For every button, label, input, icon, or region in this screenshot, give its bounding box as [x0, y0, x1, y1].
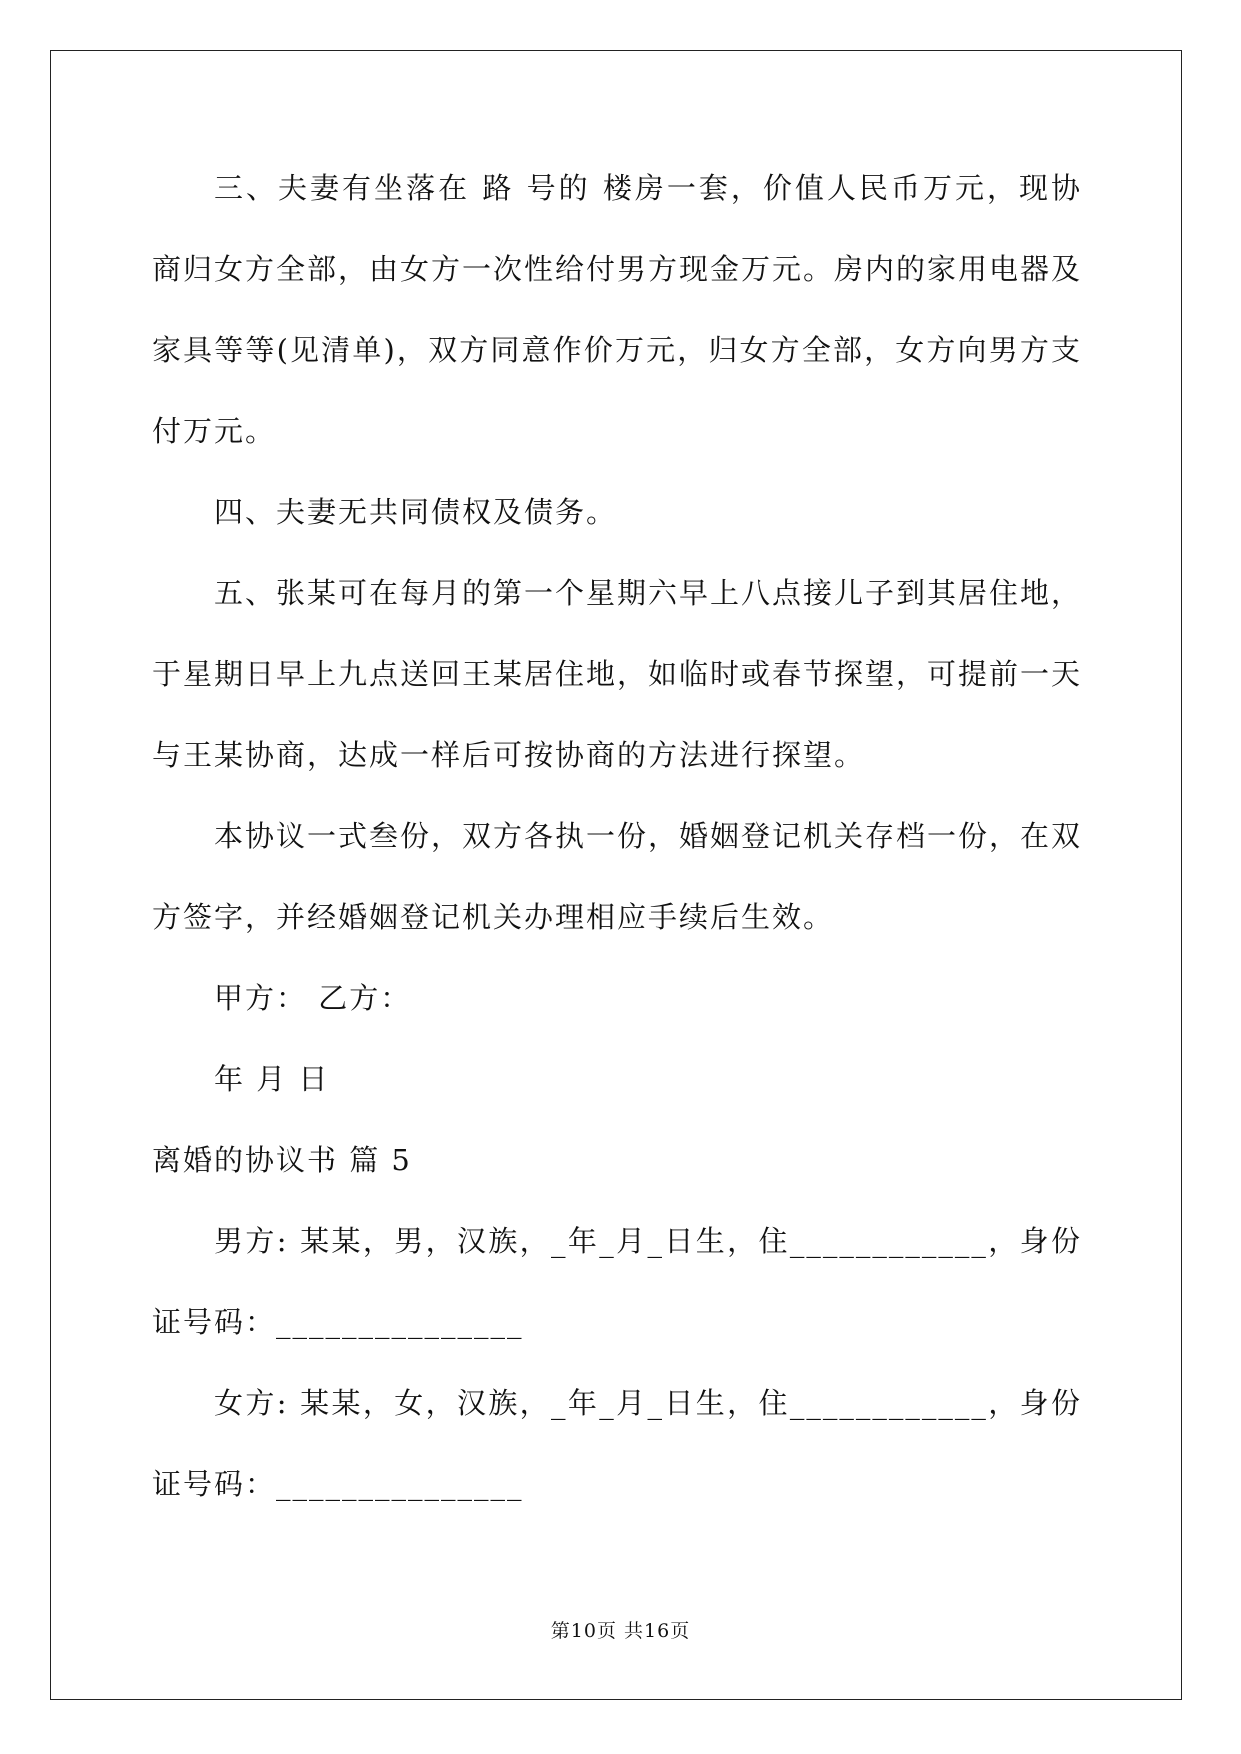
section-title: 离婚的协议书 篇 5: [152, 1143, 412, 1177]
male-party-info: 男方: 某某，男，汉族，_年_月_日生，住____________，身份证号码：_______________: [152, 1224, 1082, 1339]
clause-three: 三、夫妻有坐落在 路 号的 楼房一套，价值人民币万元，现协商归女方全部，由女方一次性给付男方现金万元。房内的家用电器及家具等等(见清单)，双方同意作价万元，归女方全部，女方向男方支付万元。: [152, 171, 1083, 448]
document-body: [152, 148, 1082, 1525]
female-party-info: 女方: 某某，女，汉族，_年_月_日生，住____________，身份证号码：_______________: [152, 1386, 1082, 1501]
signature-line: 甲方： 乙方：: [214, 981, 412, 1015]
page-number-footer: 第10页 共16页: [550, 1620, 691, 1642]
agreement-copies-clause: 本协议一式叁份，双方各执一份，婚姻登记机关存档一份，在双方签字，并经婚姻登记机关办理相应手续后生效。: [152, 819, 1083, 934]
clause-five: 五、张某可在每月的第一个星期六早上八点接儿子到其居住地，于星期日早上九点送回王某居住地，如临时或春节探望，可提前一天与王某协商，达成一样后可按协商的方法进行探望。: [152, 576, 1083, 772]
date-line: 年 月 日: [214, 1062, 330, 1096]
clause-four: 四、夫妻无共同债权及债务。: [214, 495, 618, 529]
